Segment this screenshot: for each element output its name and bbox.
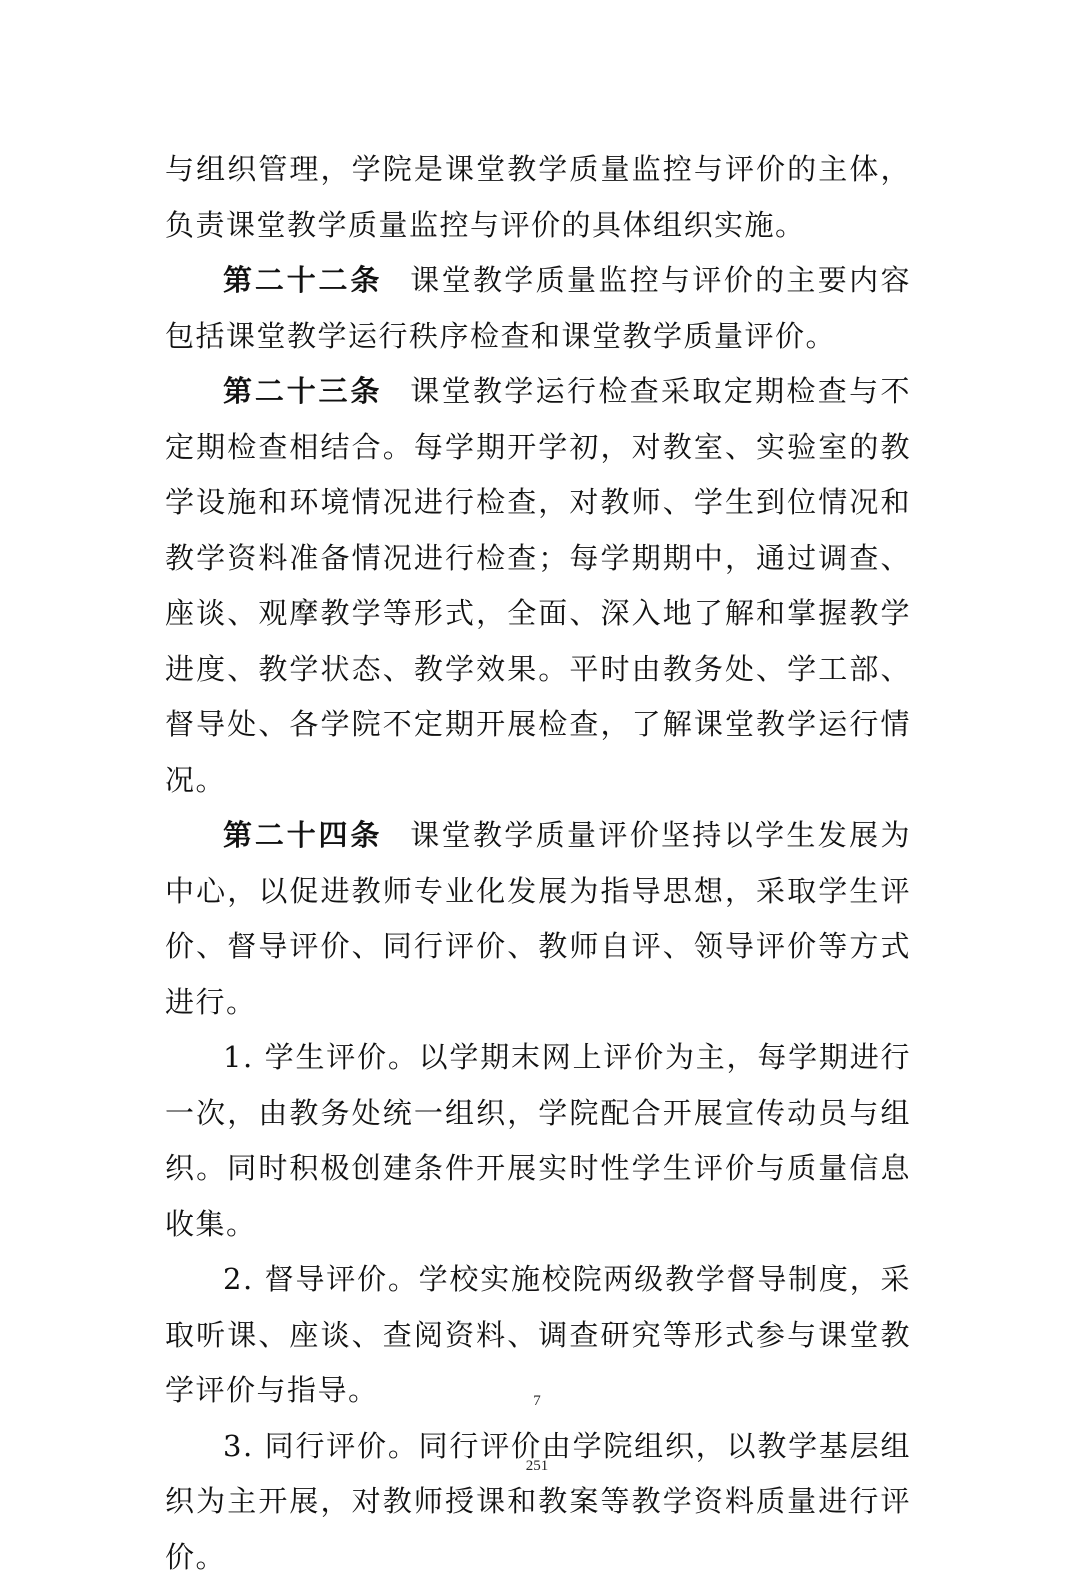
article-heading: 第二十二条 [223, 263, 382, 297]
paragraph-text: 课堂教学运行检查采取定期检查与不定期检查相结合。每学期开学初，对教室、实验室的教学设施和环境情况进行检查，对教师、学生到位情况和教学资料准备情况进行检查；每学期期中，通过调查、座谈、观摩教学等形式，全面、深入地了解和掌握教学进度、教学状态、教学效果。平时由教务处、学工部、督导处、各学院不定期开展检查，了解课堂教学运行情况。 [165, 374, 911, 797]
list-item-peer-evaluation [165, 1419, 911, 1585]
article-heading: 第二十四条 [223, 818, 382, 852]
article-22 [165, 253, 911, 364]
paragraph-continuation [165, 142, 911, 253]
list-item-student-evaluation [165, 1030, 911, 1252]
page-number-inner: 7 [0, 1393, 1074, 1410]
page-number-outer: 251 [0, 1458, 1074, 1475]
paragraph-text: 与组织管理，学院是课堂教学质量监控与评价的主体，负责课堂教学质量监控与评价的具体组织实施。 [165, 152, 911, 242]
paragraph-text: 课堂教学质量评价坚持以学生发展为中心，以促进教师专业化发展为指导思想，采取学生评价、督导评价、同行评价、教师自评、领导评价等方式进行。 [165, 818, 911, 1019]
article-24 [165, 808, 911, 1030]
body-text [165, 142, 911, 1585]
article-heading: 第二十三条 [223, 374, 382, 408]
paragraph-text: 3. 同行评价。同行评价由学院组织，以教学基层组织为主开展，对教师授课和教案等教学资料质量进行评价。 [165, 1429, 911, 1574]
paragraph-text: 课堂教学质量监控与评价的主要内容包括课堂教学运行秩序检查和课堂教学质量评价。 [165, 263, 911, 353]
paragraph-text: 2. 督导评价。学校实施校院两级教学督导制度，采取听课、座谈、查阅资料、调查研究等形式参与课堂教学评价与指导。 [165, 1262, 911, 1407]
paragraph-text: 1. 学生评价。以学期末网上评价为主，每学期进行一次，由教务处统一组织，学院配合开展宣传动员与组织。同时积极创建条件开展实时性学生评价与质量信息收集。 [165, 1040, 911, 1241]
article-23 [165, 364, 911, 808]
